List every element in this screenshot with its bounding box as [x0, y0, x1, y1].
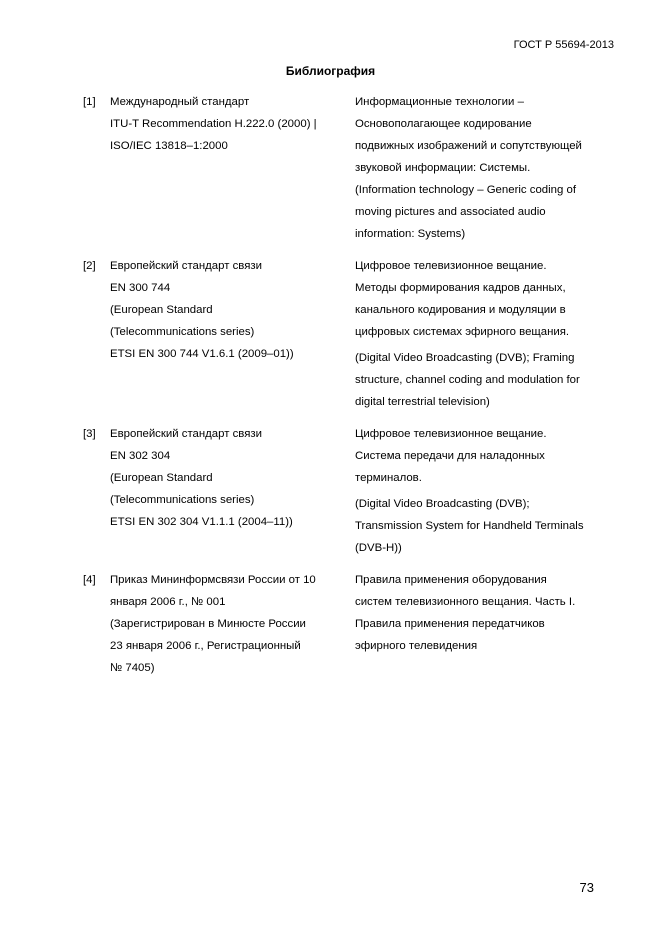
- entry-title: [355, 423, 618, 559]
- title-line: moving pictures and associated audio: [355, 206, 546, 218]
- source-line: (European Standard: [110, 472, 213, 484]
- title-line: (DVB-H)): [355, 542, 402, 554]
- source-line: № 7405): [110, 662, 155, 674]
- title-line: (Digital Video Broadcasting (DVB); Framing: [355, 352, 575, 364]
- source-line: (European Standard: [110, 304, 213, 316]
- bibliography-entry: [83, 423, 618, 559]
- entry-number: [4]: [83, 574, 96, 586]
- title-line: Информационные технологии –: [355, 96, 524, 108]
- source-line: ETSI EN 302 304 V1.1.1 (2004–11)): [110, 516, 293, 528]
- entry-title: [355, 91, 618, 245]
- title-line: эфирного телевидения: [355, 640, 478, 652]
- title-paragraph: [355, 423, 618, 489]
- title-line: Правила применения оборудования: [355, 574, 547, 586]
- source-line: EN 302 304: [110, 450, 171, 462]
- entry-source: [110, 255, 355, 413]
- page-number: 73: [579, 880, 594, 895]
- title-line: Система передачи для наладонных: [355, 450, 545, 462]
- source-line: Европейский стандарт связи: [110, 428, 262, 440]
- title-line: (Digital Video Broadcasting (DVB);: [355, 498, 530, 510]
- title-line: Цифровое телевизионное вещание.: [355, 260, 547, 272]
- entry-source: [110, 91, 355, 245]
- title-line: звуковой информации: Системы.: [355, 162, 531, 174]
- source-line: Европейский стандарт связи: [110, 260, 262, 272]
- source-line: Международный стандарт: [110, 96, 250, 108]
- source-line: января 2006 г., № 001: [110, 596, 226, 608]
- title-line: information: Systems): [355, 228, 466, 240]
- title-line: Цифровое телевизионное вещание.: [355, 428, 547, 440]
- source-line: ETSI EN 300 744 V1.6.1 (2009–01)): [110, 348, 294, 360]
- entry-source: [110, 569, 355, 679]
- title-paragraph: [355, 91, 618, 245]
- source-line: EN 300 744: [110, 282, 171, 294]
- title-line: канального кодирования и модуляции в: [355, 304, 566, 316]
- title-line: digital terrestrial television): [355, 396, 490, 408]
- title-paragraph: [355, 347, 618, 413]
- entry-title: [355, 255, 618, 413]
- title-paragraph: [355, 569, 618, 657]
- title-line: (Information technology – Generic coding of: [355, 184, 576, 196]
- source-line: 23 января 2006 г., Регистрационный: [110, 640, 301, 652]
- title-line: Правила применения передатчиков: [355, 618, 545, 630]
- title-line: Transmission System for Handheld Terminals: [355, 520, 584, 532]
- title-paragraph: [355, 493, 618, 559]
- document-code: ГОСТ Р 55694-2013: [513, 39, 614, 51]
- title-line: систем телевизионного вещания. Часть I.: [355, 596, 576, 608]
- title-line: structure, channel coding and modulation for: [355, 374, 580, 386]
- source-line: Приказ Мининформсвязи России от 10: [110, 574, 316, 586]
- entry-number: [3]: [83, 428, 96, 440]
- title-paragraph: [355, 255, 618, 343]
- entry-title: [355, 569, 618, 679]
- source-line: ITU-T Recommendation H.222.0 (2000) |: [110, 118, 317, 130]
- bibliography-entry: [83, 255, 618, 413]
- bibliography-entry: [83, 569, 618, 679]
- bibliography-entry: [83, 91, 618, 245]
- entry-number: [2]: [83, 260, 96, 272]
- entry-source: [110, 423, 355, 559]
- bibliography-list: [83, 91, 618, 679]
- source-line: (Telecommunications series): [110, 326, 255, 338]
- source-line: (Зарегистрирован в Минюсте России: [110, 618, 306, 630]
- source-line: ISO/IEC 13818–1:2000: [110, 140, 228, 152]
- entry-number: [1]: [83, 96, 96, 108]
- title-line: Основополагающее кодирование: [355, 118, 532, 130]
- source-line: (Telecommunications series): [110, 494, 255, 506]
- title-line: Методы формирования кадров данных,: [355, 282, 566, 294]
- title-line: цифровых системах эфирного вещания.: [355, 326, 570, 338]
- title-line: терминалов.: [355, 472, 422, 484]
- page-title: Библиография: [285, 64, 376, 78]
- title-line: подвижных изображений и сопутствующей: [355, 140, 582, 152]
